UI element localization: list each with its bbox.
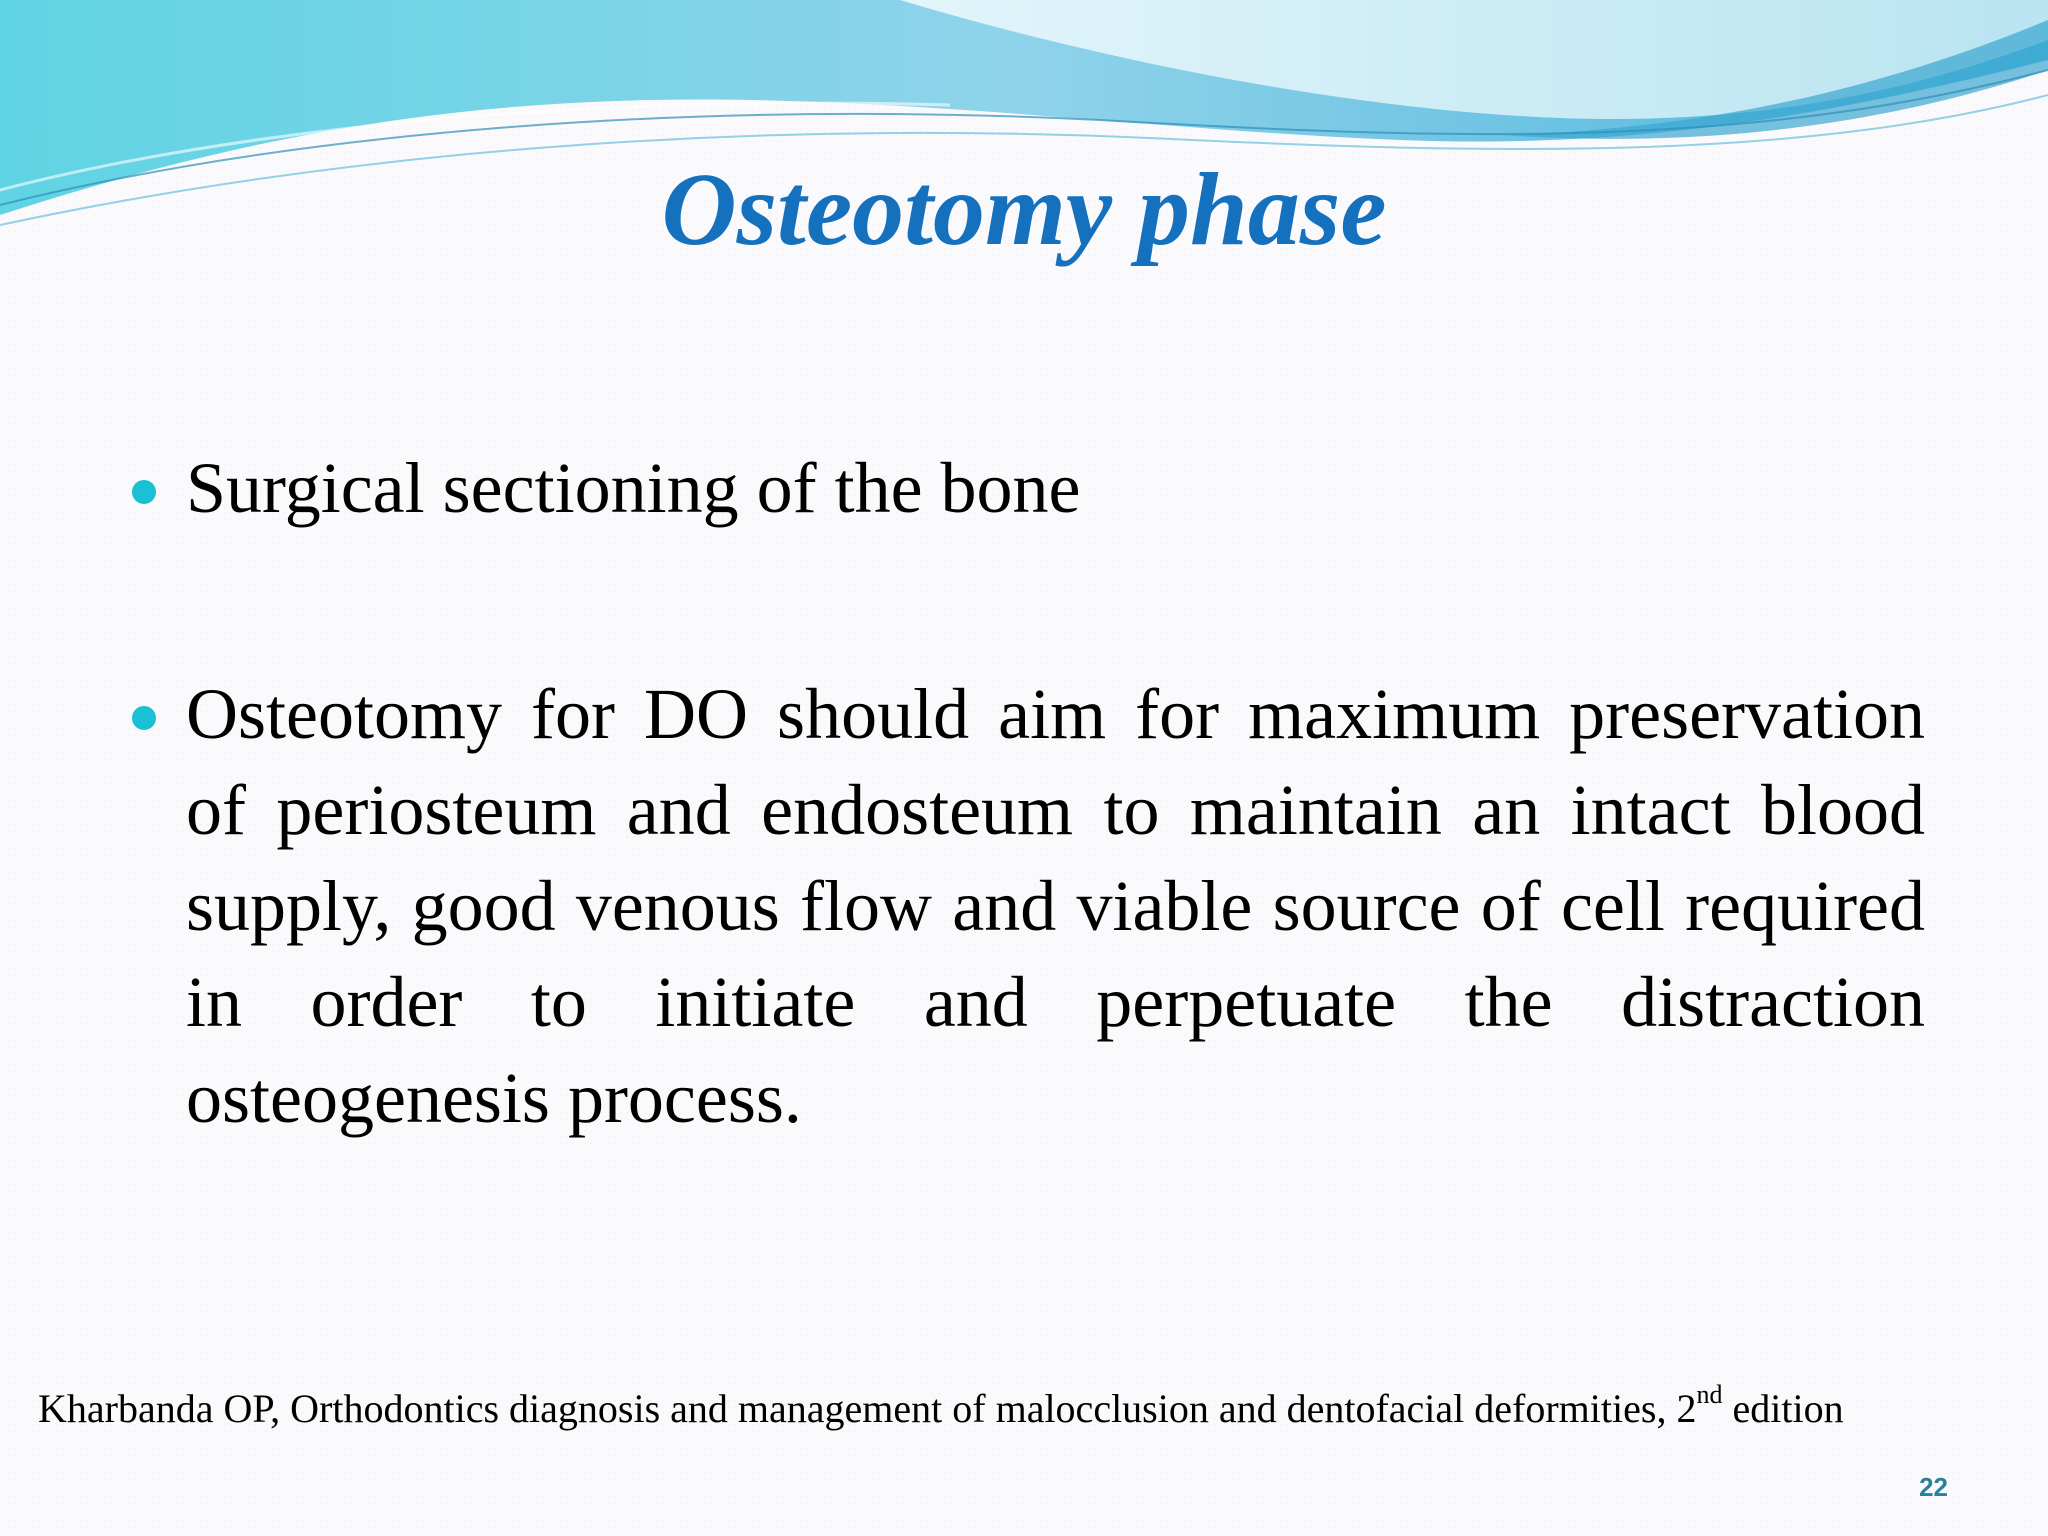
- reference-superscript: nd: [1696, 1380, 1723, 1409]
- reference-edition: edition: [1722, 1386, 1844, 1431]
- reference-text: Kharbanda OP, Orthodontics diagnosis and management of malocclusion and dentofacial deformities, 2: [38, 1386, 1697, 1431]
- bullet-text: Osteotomy for DO should aim for maximum preservation of periosteum and endosteum to maintain an intact blood supply, good venous flow and viable source of cell required in order to initiate and perpetuate the distraction osteogenesis process.: [186, 674, 1925, 1138]
- bullet-item: [130, 440, 1925, 536]
- page-number: 22: [1919, 1472, 1948, 1502]
- bullet-dot-icon: [132, 706, 156, 730]
- reference-citation: [38, 1382, 2013, 1436]
- bullet-list: [130, 440, 1925, 1146]
- bullet-text: Surgical sectioning of the bone: [186, 448, 1081, 528]
- slide-title: Osteotomy phase: [661, 152, 1387, 267]
- bullet-dot-icon: [132, 480, 156, 504]
- bullet-item: [130, 666, 1925, 1146]
